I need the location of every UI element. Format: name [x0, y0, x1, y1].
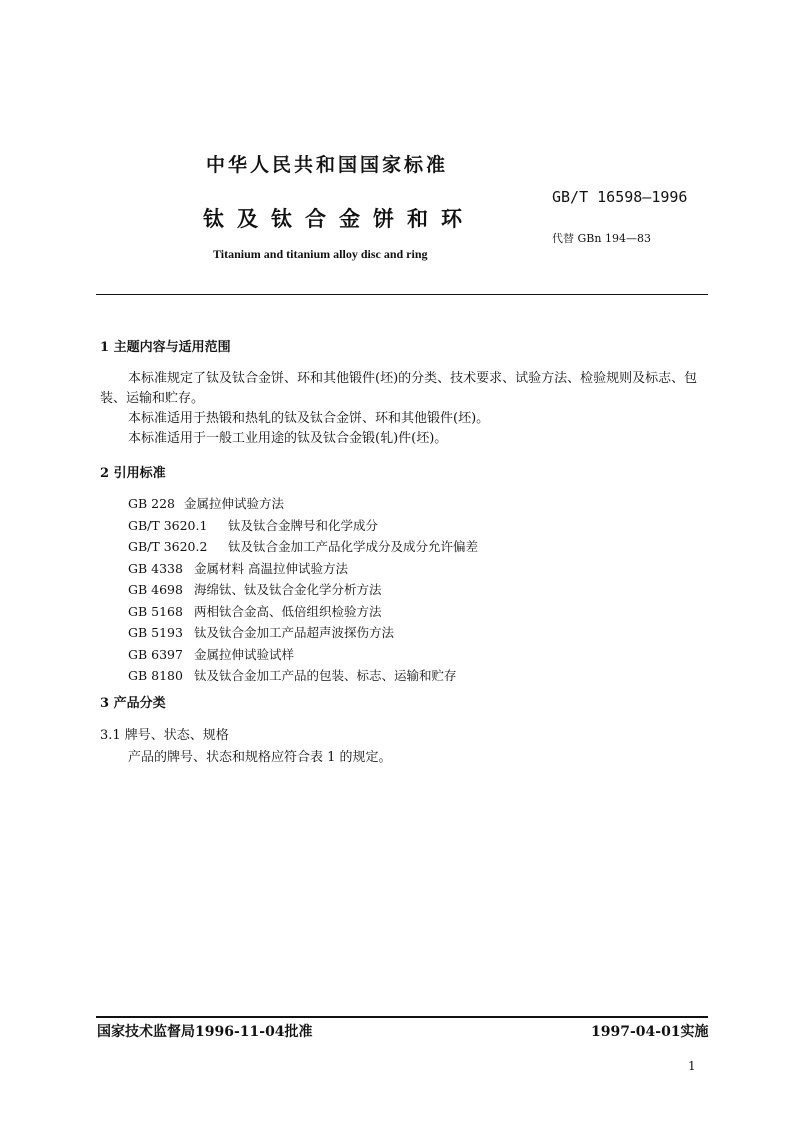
list-item	[128, 644, 478, 666]
national-standard-title: 中华人民共和国国家标准	[206, 154, 449, 176]
standard-title: 钛及钛合金牌号和化学成分	[228, 517, 379, 533]
standard-code: GB 5168	[128, 603, 183, 619]
standard-title: 两相钛合金高、低倍组织检验方法	[194, 603, 382, 619]
list-item	[128, 536, 478, 558]
document-title-en: Titanium and titanium alloy disc and ring	[213, 247, 428, 261]
standard-title: 金属材料 高温拉伸试验方法	[194, 560, 348, 576]
effective-date: 1997-04-01实施	[591, 1024, 709, 1040]
section-3-1-paragraph: 产品的牌号、状态和规格应符合表 1 的规定。	[128, 750, 392, 765]
section-3-heading: 3 产品分类	[100, 696, 166, 711]
section-2-heading: 2 引用标准	[100, 466, 166, 481]
standard-code: GB 228	[128, 496, 176, 511]
replaces-note: 代替 GBn 194—83	[552, 232, 651, 245]
section-1-body	[100, 369, 712, 449]
standard-code: GB 4338	[128, 560, 183, 576]
list-item	[128, 665, 478, 687]
standard-code: GB 6397	[128, 646, 183, 662]
standard-number: GB/T 16598—1996	[552, 188, 688, 206]
applicability-paragraph: 本标准适用于热锻和热轧的钛及钛合金饼、环和其他锻件(坯)。	[128, 411, 490, 426]
standard-title: 海绵钛、钛及钛合金化学分析方法	[194, 582, 382, 597]
standard-code: GB 4698	[128, 582, 183, 597]
section-1-heading: 1 主题内容与适用范围	[100, 340, 231, 355]
section-3-1-heading: 3.1 牌号、状态、规格	[100, 728, 229, 743]
standard-code: GB 5193	[128, 625, 183, 640]
list-item	[128, 558, 478, 580]
approval-note: 国家技术监督局1996-11-04批准	[97, 1024, 313, 1040]
header-divider	[96, 294, 708, 295]
list-item	[128, 579, 478, 601]
scope-paragraph: 本标准规定了钛及钛合金饼、环和其他锻件(坯)的分类、技术要求、试验方法、检验规则及标志、包装、运输和贮存。	[100, 371, 698, 406]
standard-title: 钛及钛合金加工产品超声波探伤方法	[194, 625, 395, 640]
list-item	[128, 493, 478, 515]
document-title-cn: 钛及钛合金饼和环	[203, 206, 475, 231]
referenced-standards-list	[128, 493, 478, 687]
page-number: 1	[688, 1059, 696, 1073]
standard-title: 钛及钛合金加工产品化学成分及成分允许偏差	[228, 539, 479, 554]
standard-code: GB/T 3620.2	[128, 539, 208, 554]
standard-title: 金属拉伸试验试样	[194, 646, 295, 662]
standard-code: GB/T 3620.1	[128, 517, 208, 533]
list-item	[128, 601, 478, 623]
footer-divider	[96, 1016, 708, 1018]
standard-code: GB 8180	[128, 668, 183, 683]
list-item	[128, 622, 478, 644]
standard-title: 金属拉伸试验方法	[184, 496, 285, 511]
list-item	[128, 515, 478, 537]
usage-paragraph: 本标准适用于一般工业用途的钛及钛合金锻(轧)件(坯)。	[128, 431, 448, 446]
standard-title: 钛及钛合金加工产品的包装、标志、运输和贮存	[194, 668, 457, 683]
